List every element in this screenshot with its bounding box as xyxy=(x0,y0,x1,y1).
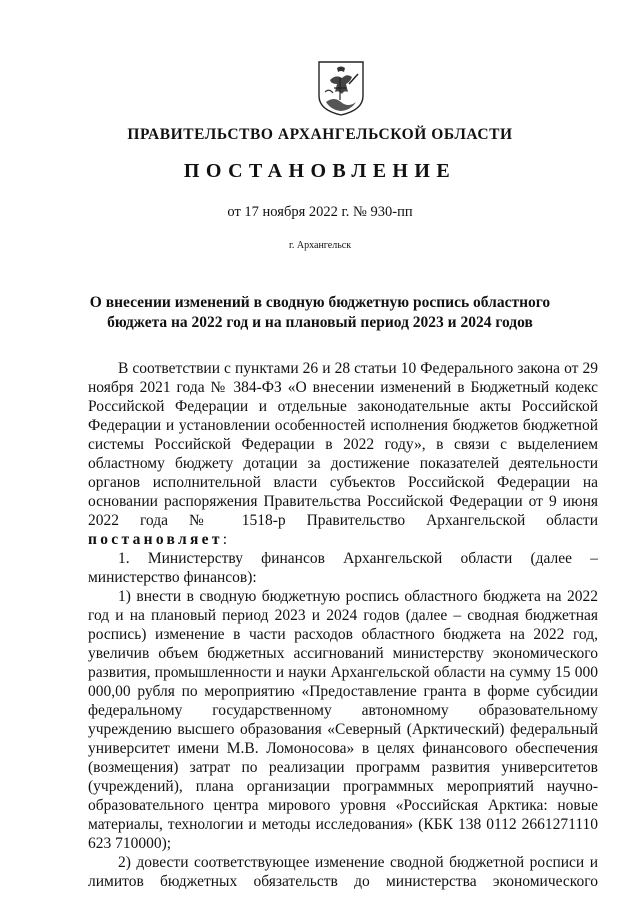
government-name: ПРАВИТЕЛЬСТВО АРХАНГЕЛЬСКОЙ ОБЛАСТИ xyxy=(127,126,513,143)
document-type: ПОСТАНОВЛЕНИЕ xyxy=(183,160,457,182)
city: г. Архангельск xyxy=(288,240,352,251)
decides-colon: : xyxy=(222,531,228,548)
preamble-text: В соответствии с пунктами 26 и 28 статьи 10 Федерального закона от 29 ноября 2021 года № 384-ФЗ «О внесении изменений в Бюджетный кодекс Российской Федерации и отдельные законодательные акты Российской Федерации и установлении особенностей исполнения бюджетов бюджетной системы Российской Федерации в 2022 году», в связи с выделением областному бюджету дотации за достижение показателей деятельности органов исполнительной власти субъектов Российской Федерации на основании распоряжения Правительства Российской Федерации от 9 июня 2022 года № 1518-р Правительство Архангельской области xyxy=(88,360,598,529)
decides-keyword: постановляет xyxy=(88,531,223,548)
preamble-paragraph xyxy=(88,359,598,549)
date-and-number: от 17 ноября 2022 г. № 930-пп xyxy=(227,204,413,220)
item-1-paragraph: 1. Министерству финансов Архангельской области (далее – министерство финансов): xyxy=(88,550,598,586)
title-line-1: О внесении изменений в сводную бюджетную роспись областного xyxy=(89,294,551,311)
title-line-2: бюджета на 2022 год и на плановый период 2023 и 2024 годов xyxy=(107,314,533,331)
subitem-2-paragraph: 2) довести соответствующее изменение сводной бюджетной росписи и лимитов бюджетных обязательств до министерства экономического xyxy=(88,854,598,890)
document-body xyxy=(88,359,598,891)
document-title xyxy=(60,293,580,333)
subitem-1-paragraph: 1) внести в сводную бюджетную роспись областного бюджета на 2022 год и на плановый период 2023 и 2024 годов (далее – сводная бюджетная роспись) изменение в части расходов областного бюджета на 2022 год, увеличив объем бюджетных ассигнований министерству экономического развития, промышленности и науки Архангельской области на сумму 15 000 000,00 рубля по мероприятию «Предоставление гранта в форме субсидии федеральному государственному автономному образовательному учреждению высшего образования «Северный (Арктический) федеральный университет имени М.В. Ломоносова» в целях финансового обеспечения (возмещения) затрат по реализации программ развития университетов (учреждений), плана организации программных мероприятий научно-образовательного центра мирового уровня «Российская Арктика: новые материалы, технологии и методы исследования» (КБК 138 0112 2661271110 623 710000); xyxy=(88,588,598,852)
coat-of-arms-emblem xyxy=(316,60,366,116)
